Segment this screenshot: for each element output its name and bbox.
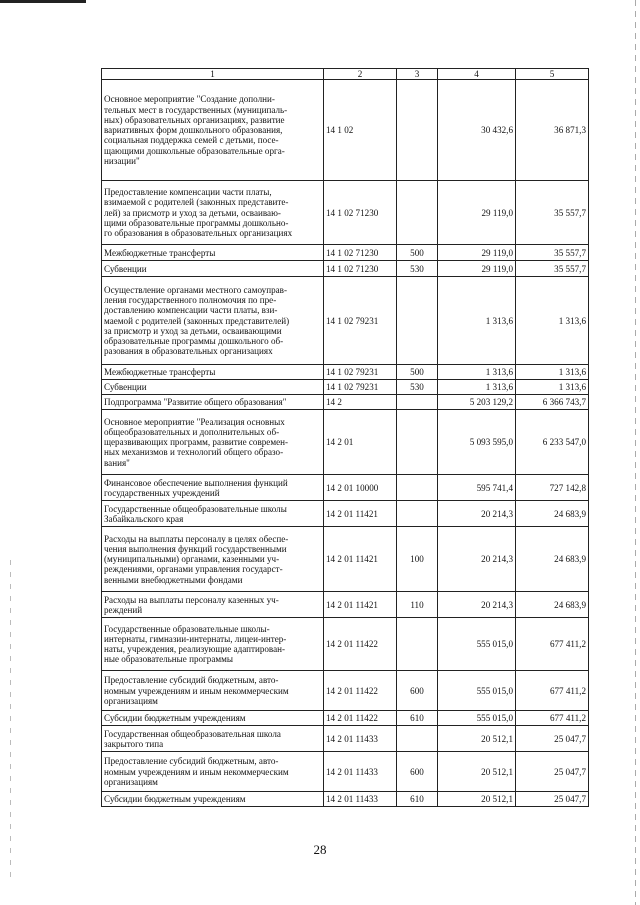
table-row <box>102 726 589 752</box>
row-value-a: 1 313,6 <box>438 380 516 395</box>
row-code: 14 2 01 11421 <box>324 592 397 618</box>
row-value-b: 727 142,8 <box>516 475 589 501</box>
row-type: 600 <box>397 671 438 711</box>
row-value-b: 1 313,6 <box>516 365 589 380</box>
row-value-a: 595 741,4 <box>438 475 516 501</box>
table-row <box>102 475 589 501</box>
row-type <box>397 395 438 410</box>
row-type <box>397 80 438 181</box>
table-row <box>102 395 589 410</box>
row-name: Субсидии бюджетным учреждениям <box>102 711 324 726</box>
row-type <box>397 181 438 245</box>
row-name: Осуществление органами местного самоуправ- ления государственного полномочия по пре- доставлению компенсации части платы, взи- маемой с родителей (законных представителей) за присмотр и уход за детьми, осваивающими образовательные программы дошкольного об- разования в образовательных организациях <box>102 277 324 365</box>
row-code: 14 2 01 11433 <box>324 752 397 792</box>
row-value-a: 20 512,1 <box>438 752 516 792</box>
row-type <box>397 475 438 501</box>
row-name: Субвенции <box>102 380 324 395</box>
row-value-a: 29 119,0 <box>438 245 516 261</box>
row-value-a: 555 015,0 <box>438 711 516 726</box>
row-value-b: 1 313,6 <box>516 277 589 365</box>
row-code: 14 2 01 11433 <box>324 726 397 752</box>
table-row <box>102 365 589 380</box>
row-type: 530 <box>397 261 438 277</box>
row-code: 14 1 02 79231 <box>324 277 397 365</box>
row-type: 500 <box>397 245 438 261</box>
table-row <box>102 410 589 475</box>
row-name: Финансовое обеспечение выполнения функций государственных учреждений <box>102 475 324 501</box>
row-value-b: 6 366 743,7 <box>516 395 589 410</box>
row-code: 14 1 02 79231 <box>324 380 397 395</box>
row-value-b: 24 683,9 <box>516 501 589 527</box>
page-number: 28 <box>313 842 327 857</box>
row-name: Субвенции <box>102 261 324 277</box>
table-row <box>102 592 589 618</box>
row-name: Предоставление компенсации части платы, взимаемой с родителей (законных представите- лей) за присмотр и уход за детьми, осваиваю- щими образовательные программы дошкольно- го образования в образовательных организациях <box>102 181 324 245</box>
row-code: 14 1 02 71230 <box>324 181 397 245</box>
row-value-a: 5 203 129,2 <box>438 395 516 410</box>
header-cell: 2 <box>324 69 397 80</box>
row-value-a: 555 015,0 <box>438 618 516 671</box>
row-value-a: 555 015,0 <box>438 671 516 711</box>
row-value-b: 1 313,6 <box>516 380 589 395</box>
row-type: 610 <box>397 711 438 726</box>
row-code: 14 2 01 11422 <box>324 711 397 726</box>
row-name: Подпрограмма "Развитие общего образования" <box>102 395 324 410</box>
row-name: Основное мероприятие "Создание дополни- тельных мест в государственных (муниципаль- ных) образовательных организациях, развитие вариативных форм дошкольного образования, социальная поддержка семей с детьми, посе- щающими дошкольные образовательные орга- низации" <box>102 80 324 181</box>
row-name: Межбюджетные трансферты <box>102 365 324 380</box>
table-header-row <box>102 69 589 80</box>
row-value-b: 36 871,3 <box>516 80 589 181</box>
row-value-a: 20 214,3 <box>438 527 516 592</box>
row-code: 14 1 02 <box>324 80 397 181</box>
row-value-b: 24 683,9 <box>516 592 589 618</box>
row-type: 500 <box>397 365 438 380</box>
row-name: Государственные образовательные школы- интернаты, гимназии-интернаты, лицеи-интер- наты, учреждения, реализующие адаптирован- ные образовательные программы <box>102 618 324 671</box>
row-type: 100 <box>397 527 438 592</box>
row-code: 14 2 <box>324 395 397 410</box>
row-type <box>397 726 438 752</box>
row-value-b: 35 557,7 <box>516 245 589 261</box>
row-value-b: 677 411,2 <box>516 618 589 671</box>
row-value-b: 25 047,7 <box>516 752 589 792</box>
row-code: 14 2 01 11421 <box>324 501 397 527</box>
table-row <box>102 711 589 726</box>
table-row <box>102 181 589 245</box>
header-cell: 3 <box>397 69 438 80</box>
scan-top-mark <box>0 0 86 3</box>
table-row <box>102 80 589 181</box>
row-name: Государственная общеобразовательная школа закрытого типа <box>102 726 324 752</box>
row-name: Расходы на выплаты персоналу в целях обеспе- чения выполнения функций государственными (муниципальными) органами, казенными уч- реждениями, органами управления государст- венными внебюджетными фондами <box>102 527 324 592</box>
row-name: Государственные общеобразовательные школы Забайкальского края <box>102 501 324 527</box>
table-row <box>102 527 589 592</box>
row-code: 14 2 01 11421 <box>324 527 397 592</box>
row-value-b: 25 047,7 <box>516 726 589 752</box>
row-type: 110 <box>397 592 438 618</box>
header-cell: 4 <box>438 69 516 80</box>
budget-table <box>101 68 589 807</box>
row-code: 14 2 01 11422 <box>324 671 397 711</box>
row-value-b: 677 411,2 <box>516 671 589 711</box>
table-row <box>102 671 589 711</box>
scan-edge-right <box>635 0 636 905</box>
row-value-a: 1 313,6 <box>438 365 516 380</box>
row-value-b: 35 557,7 <box>516 261 589 277</box>
row-value-b: 35 557,7 <box>516 181 589 245</box>
table-row <box>102 618 589 671</box>
row-code: 14 1 02 79231 <box>324 365 397 380</box>
scan-edge-left <box>10 560 11 880</box>
table-row <box>102 245 589 261</box>
table-row <box>102 380 589 395</box>
row-value-a: 20 512,1 <box>438 792 516 807</box>
row-value-b: 6 233 547,0 <box>516 410 589 475</box>
row-value-a: 1 313,6 <box>438 277 516 365</box>
row-type: 530 <box>397 380 438 395</box>
row-type: 610 <box>397 792 438 807</box>
row-name: Расходы на выплаты персоналу казенных уч- реждений <box>102 592 324 618</box>
table-row <box>102 501 589 527</box>
row-value-b: 677 411,2 <box>516 711 589 726</box>
row-value-a: 20 214,3 <box>438 592 516 618</box>
row-name: Межбюджетные трансферты <box>102 245 324 261</box>
row-name: Основное мероприятие "Реализация основных общеобразовательных и дополнительных об- щеразвивающих программ, развитие современ- ных механизмов и технологий общего образо- вания" <box>102 410 324 475</box>
row-value-a: 29 119,0 <box>438 181 516 245</box>
row-value-a: 20 214,3 <box>438 501 516 527</box>
row-code: 14 2 01 10000 <box>324 475 397 501</box>
row-type <box>397 410 438 475</box>
row-value-a: 29 119,0 <box>438 261 516 277</box>
row-value-a: 20 512,1 <box>438 726 516 752</box>
table-row <box>102 792 589 807</box>
table-row <box>102 261 589 277</box>
row-type <box>397 277 438 365</box>
row-name: Субсидии бюджетным учреждениям <box>102 792 324 807</box>
row-code: 14 1 02 71230 <box>324 261 397 277</box>
row-code: 14 2 01 <box>324 410 397 475</box>
row-value-a: 5 093 595,0 <box>438 410 516 475</box>
table-row <box>102 277 589 365</box>
row-code: 14 1 02 71230 <box>324 245 397 261</box>
row-value-b: 24 683,9 <box>516 527 589 592</box>
row-name: Предоставление субсидий бюджетным, авто- номным учреждениям и иным некоммерческим организациям <box>102 671 324 711</box>
row-type <box>397 618 438 671</box>
header-cell: 1 <box>102 69 324 80</box>
row-value-b: 25 047,7 <box>516 792 589 807</box>
row-type: 600 <box>397 752 438 792</box>
row-type <box>397 501 438 527</box>
row-code: 14 2 01 11422 <box>324 618 397 671</box>
row-value-a: 30 432,6 <box>438 80 516 181</box>
row-name: Предоставление субсидий бюджетным, авто- номным учреждениям и иным некоммерческим организациям <box>102 752 324 792</box>
table-row <box>102 752 589 792</box>
row-code: 14 2 01 11433 <box>324 792 397 807</box>
header-cell: 5 <box>516 69 589 80</box>
